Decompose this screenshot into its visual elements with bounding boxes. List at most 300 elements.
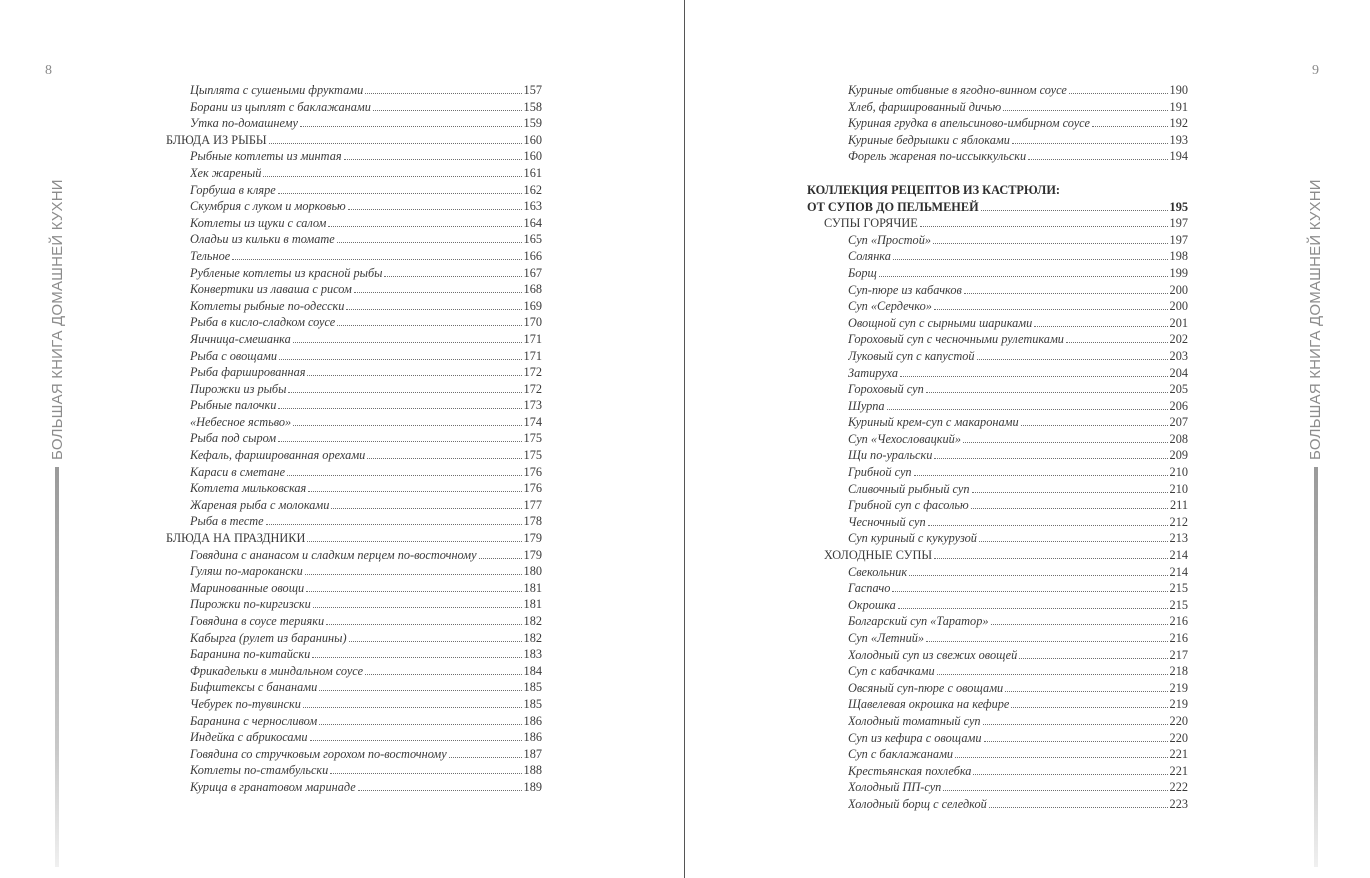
toc-entry-page: 172 <box>523 365 542 380</box>
toc-entry <box>807 779 1188 796</box>
toc-entry <box>807 132 1188 149</box>
toc-entry <box>166 464 542 481</box>
right-page <box>685 0 1370 878</box>
toc-entry-title: Суп «Простой» <box>848 232 931 247</box>
toc-entry-title: Рыбные палочки <box>190 398 277 413</box>
toc-entry-page: 207 <box>1169 415 1188 430</box>
toc-entry-page: 186 <box>523 730 542 745</box>
dot-leader <box>914 474 1168 476</box>
toc-entry <box>807 497 1188 514</box>
toc-entry <box>166 746 542 763</box>
toc-entry-page: 212 <box>1169 514 1188 529</box>
toc-entry <box>166 148 542 165</box>
toc-entry <box>166 82 542 99</box>
toc-entry-title: Рыба в тесте <box>190 514 264 529</box>
toc-entry-title: Говядина с ананасом и сладким перцем по-восточному <box>190 547 477 562</box>
toc-entry-page: 204 <box>1169 365 1188 380</box>
toc-entry <box>166 115 542 132</box>
toc-entry <box>166 729 542 746</box>
toc-entry <box>807 348 1188 365</box>
dot-leader <box>319 689 521 691</box>
toc-entry-title: Кабырга (рулет из баранины) <box>190 630 347 645</box>
toc-entry-page: 200 <box>1169 282 1188 297</box>
toc-entry <box>807 530 1188 547</box>
dot-leader <box>900 375 1168 377</box>
toc-entry-page: 184 <box>523 663 542 678</box>
dot-leader <box>305 573 522 575</box>
toc-entry-page: 163 <box>523 199 542 214</box>
toc-entry-title: Цыплята с сушеными фруктами <box>190 83 364 97</box>
toc-entry-title: БЛЮДА НА ПРАЗДНИКИ <box>166 531 306 546</box>
toc-entry-page: 179 <box>523 531 542 546</box>
toc-entry-title: Окрошка <box>848 597 896 612</box>
dot-leader <box>1021 424 1168 426</box>
toc-entry <box>807 365 1188 382</box>
toc-entry <box>166 547 542 564</box>
toc-entry-title: Суп «Летний» <box>848 631 925 645</box>
page-number: 8 <box>45 63 52 78</box>
toc-entry-page: 160 <box>523 149 542 164</box>
toc-entry <box>807 464 1188 481</box>
toc-entry-title: Фрикадельки в миндальном соусе <box>190 663 364 678</box>
dot-leader <box>937 673 1168 675</box>
toc-entry-title: Говядина со стручковым горохом по-восточному <box>190 746 447 761</box>
toc-entry-page: 170 <box>523 315 542 330</box>
dot-leader <box>348 208 522 210</box>
dot-leader <box>293 341 522 343</box>
dot-leader <box>312 656 521 658</box>
toc-entry-title: «Небесное ястьво» <box>190 414 292 429</box>
dot-leader <box>337 324 521 326</box>
dot-leader <box>331 507 521 509</box>
toc-entry-page: 197 <box>1169 216 1188 231</box>
table-of-contents <box>166 82 542 796</box>
dot-leader <box>300 125 522 127</box>
dot-leader <box>306 590 521 592</box>
dot-leader <box>278 440 521 442</box>
toc-entry-title: Баранина с черносливом <box>190 713 318 728</box>
toc-entry-title: Солянка <box>848 249 891 264</box>
toc-entry-title: Куриная грудка в апельсиново-имбирном соусе <box>848 116 1090 131</box>
toc-entry-title: Гуляш по-марокански <box>190 564 303 579</box>
dot-leader <box>307 374 521 376</box>
toc-entry-title: Щи по-уральски <box>848 448 933 463</box>
toc-entry-page: 215 <box>1169 597 1188 612</box>
toc-entry-page: 182 <box>523 630 542 645</box>
toc-entry-title: Караси в сметане <box>190 464 286 479</box>
toc-entry <box>166 779 542 796</box>
dot-leader <box>928 524 1168 526</box>
toc-entry-title: Тельное <box>190 248 231 263</box>
toc-entry-page: 208 <box>1169 431 1188 446</box>
dot-leader <box>346 308 521 310</box>
toc-entry-page: 199 <box>1169 265 1188 280</box>
toc-entry-page: 188 <box>523 763 542 778</box>
dot-leader <box>1028 158 1167 160</box>
dot-leader <box>893 258 1168 260</box>
toc-entry-page: 177 <box>523 497 542 512</box>
toc-entry <box>807 481 1188 498</box>
toc-entry-title: Затируха <box>848 365 898 380</box>
toc-entry <box>807 381 1188 398</box>
toc-entry-page: 181 <box>523 580 542 595</box>
toc-entry-page: 220 <box>1169 730 1188 745</box>
toc-entry <box>166 198 542 215</box>
toc-entry <box>807 647 1188 664</box>
toc-entry-title: Луковый суп с капустой <box>848 348 975 363</box>
toc-entry-title: СУПЫ ГОРЯЧИЕ <box>824 216 918 231</box>
table-of-contents <box>807 82 1188 813</box>
toc-entry-title: Рыба фаршированная <box>190 365 306 380</box>
toc-entry-title: Хек жареный <box>190 165 262 180</box>
toc-entry <box>166 414 542 431</box>
dot-leader <box>449 756 522 758</box>
toc-entry <box>166 314 542 331</box>
toc-entry <box>166 447 542 464</box>
toc-entry <box>807 447 1188 464</box>
toc-entry-title: Чесночный суп <box>848 514 926 529</box>
toc-entry-title: Суп-пюре из кабачков <box>848 282 962 297</box>
toc-entry-title: Суп с кабачками <box>848 664 935 679</box>
toc-section <box>166 132 542 149</box>
toc-entry <box>166 596 542 613</box>
toc-entry-title: Крестьянская похлебка <box>848 763 972 778</box>
toc-entry-page: 168 <box>523 282 542 297</box>
toc-entry-page: 179 <box>523 547 542 562</box>
toc-entry-title: Холодный суп из свежих овощей <box>848 647 1018 662</box>
toc-entry-title: Рыба в кисло-сладком соусе <box>190 315 336 330</box>
toc-entry-title: Суп «Сердечко» <box>848 299 932 314</box>
toc-entry-title: Щавелевая окрошка на кефире <box>848 697 1010 712</box>
toc-entry-title: Овощной суп с сырными шариками <box>848 315 1033 330</box>
toc-entry-title: Куриные отбивные в ягодно-винном соусе <box>848 83 1067 97</box>
side-decor-bar <box>1314 467 1318 867</box>
dot-leader <box>365 673 522 675</box>
toc-entry <box>166 99 542 116</box>
toc-entry-page: 221 <box>1169 747 1188 762</box>
toc-entry <box>166 215 542 232</box>
dot-leader <box>972 491 1168 493</box>
toc-entry-title: Гаспачо <box>848 581 891 596</box>
dot-leader <box>934 308 1168 310</box>
toc-entry-title: Котлета мильковская <box>190 481 307 496</box>
toc-entry <box>166 265 542 282</box>
toc-entry-title: Суп куриный с кукурузой <box>848 531 977 546</box>
toc-entry <box>807 663 1188 680</box>
toc-entry-page: 216 <box>1169 631 1188 645</box>
toc-entry-page: 201 <box>1169 315 1188 330</box>
toc-section <box>807 215 1188 232</box>
toc-entry-page: 216 <box>1169 614 1188 629</box>
toc-entry-page: 185 <box>523 680 542 695</box>
toc-entry <box>166 480 542 497</box>
toc-entry <box>807 613 1188 630</box>
dot-leader <box>367 457 521 459</box>
toc-entry-title: Свекольник <box>848 564 908 579</box>
toc-entry <box>807 713 1188 730</box>
toc-entry <box>807 680 1188 697</box>
dot-leader <box>963 441 1168 443</box>
toc-entry-page: 194 <box>1169 149 1188 164</box>
toc-entry-title: Рыба под сыром <box>190 431 277 446</box>
toc-entry-page: 189 <box>523 779 542 794</box>
toc-entry-page: 183 <box>523 647 542 662</box>
toc-entry-title: Скумбрия с луком и морковью <box>190 199 346 214</box>
toc-entry-title: Котлеты рыбные по-одесски <box>190 298 345 313</box>
toc-entry-title: Баранина по-китайски <box>190 647 311 662</box>
toc-entry-title: Суп «Чехословацкий» <box>848 431 961 446</box>
dot-leader <box>1019 657 1167 659</box>
toc-entry-page: 174 <box>523 414 542 429</box>
toc-entry-page: 220 <box>1169 713 1188 728</box>
toc-entry <box>807 431 1188 448</box>
toc-entry <box>807 115 1188 132</box>
toc-entry-title: Овсяный суп-пюре с овощами <box>848 680 1004 695</box>
toc-entry <box>166 364 542 381</box>
toc-entry <box>166 679 542 696</box>
toc-entry <box>166 630 542 647</box>
toc-entry-page: 187 <box>523 746 542 761</box>
toc-entry <box>166 281 542 298</box>
dot-leader <box>479 557 522 559</box>
toc-entry <box>807 331 1188 348</box>
toc-entry-page: 185 <box>523 696 542 711</box>
toc-entry <box>166 696 542 713</box>
toc-entry <box>166 430 542 447</box>
toc-entry-title: Суп с баклажанами <box>848 747 954 762</box>
toc-entry-title: Жареная рыба с молоками <box>190 497 330 512</box>
dot-leader <box>964 292 1168 294</box>
toc-entry-page: 203 <box>1169 348 1188 363</box>
dot-leader <box>354 291 522 293</box>
toc-entry-title: Курица в гранатовом маринаде <box>190 779 356 794</box>
toc-entry <box>166 713 542 730</box>
dot-leader <box>358 789 522 791</box>
toc-entry <box>166 497 542 514</box>
dot-leader <box>989 806 1168 808</box>
toc-entry-page: 214 <box>1169 564 1188 579</box>
toc-entry <box>166 646 542 663</box>
dot-leader <box>984 740 1168 742</box>
toc-entry-page: 167 <box>523 265 542 280</box>
toc-entry <box>807 796 1188 813</box>
toc-entry <box>807 248 1188 265</box>
toc-entry-page: 172 <box>523 381 542 396</box>
toc-section <box>166 530 542 547</box>
dot-leader <box>365 92 521 94</box>
dot-leader <box>1003 109 1167 111</box>
toc-entry-page: 191 <box>1169 99 1188 114</box>
toc-entry-title: Болгарский суп «Таратор» <box>848 614 989 629</box>
dot-leader <box>308 490 521 492</box>
dot-leader <box>326 623 521 625</box>
toc-entry-page: 213 <box>1169 531 1188 546</box>
toc-chapter <box>807 182 1188 199</box>
toc-entry-title: Куриный крем-суп с макаронами <box>848 415 1019 430</box>
toc-entry-page: 186 <box>523 713 542 728</box>
dot-leader <box>943 789 1167 791</box>
dot-leader <box>892 590 1167 592</box>
toc-entry <box>166 331 542 348</box>
toc-entry <box>807 630 1188 647</box>
dot-leader <box>955 756 1167 758</box>
dot-leader <box>232 258 521 260</box>
dot-leader <box>1005 690 1167 692</box>
dot-leader <box>344 158 522 160</box>
dot-leader <box>319 723 521 725</box>
toc-entry-page: 209 <box>1169 448 1188 463</box>
dot-leader <box>310 739 522 741</box>
dot-leader <box>349 640 522 642</box>
toc-entry-page: 175 <box>523 448 542 463</box>
running-title: БОЛЬШАЯ КНИГА ДОМАШНЕЙ КУХНИ <box>1307 179 1324 460</box>
toc-entry-page: 219 <box>1169 680 1188 695</box>
toc-entry-page: 221 <box>1169 763 1188 778</box>
toc-entry-page: 200 <box>1169 299 1188 314</box>
toc-entry-page: 181 <box>523 597 542 612</box>
toc-entry-title: Холодный томатный суп <box>848 713 981 728</box>
toc-entry-title: Борщ <box>848 265 877 280</box>
toc-entry-page: 176 <box>523 481 542 496</box>
toc-entry-title: Холодный борщ с селедкой <box>848 796 987 811</box>
toc-entry-title: БЛЮДА ИЗ РЫБЫ <box>166 132 267 147</box>
toc-entry <box>166 182 542 199</box>
dot-leader <box>1012 142 1168 144</box>
dot-leader <box>287 474 522 476</box>
dot-leader <box>934 557 1167 559</box>
dot-leader <box>887 408 1168 410</box>
dot-leader <box>926 391 1168 393</box>
dot-leader <box>293 424 521 426</box>
toc-entry-title: Утка по-домашнему <box>190 116 298 131</box>
dot-leader <box>926 640 1167 642</box>
toc-entry <box>166 563 542 580</box>
dot-leader <box>991 623 1168 625</box>
toc-entry-page: 157 <box>523 83 542 97</box>
toc-entry-title: Говядина в соусе терияки <box>190 614 325 628</box>
dot-leader <box>1011 706 1167 708</box>
toc-entry <box>807 315 1188 332</box>
toc-entry-page: 173 <box>523 398 542 413</box>
toc-entry-title: Рыба с овощами <box>190 348 277 363</box>
toc-entry-title: Сливочный рыбный суп <box>848 481 970 496</box>
toc-entry <box>807 414 1188 431</box>
toc-entry-page: 210 <box>1169 481 1188 496</box>
toc-entry-title: Гороховый суп с чесночными рулетиками <box>848 332 1064 347</box>
toc-entry-title: Конвертики из лаваша с рисом <box>190 282 352 297</box>
toc-entry <box>807 730 1188 747</box>
toc-entry-page: 198 <box>1169 249 1188 264</box>
toc-entry-page: 178 <box>523 514 542 529</box>
toc-entry-page: 218 <box>1169 664 1188 679</box>
toc-entry-page: 175 <box>523 431 542 446</box>
dot-leader <box>1066 341 1168 343</box>
running-title: БОЛЬШАЯ КНИГА ДОМАШНЕЙ КУХНИ <box>49 179 66 460</box>
toc-entry-title: Яичница-смешанка <box>190 331 291 346</box>
toc-chapter <box>807 199 1188 216</box>
toc-entry <box>166 231 542 248</box>
toc-entry-page: 219 <box>1169 697 1188 712</box>
dot-leader <box>278 192 522 194</box>
toc-entry-title: Рубленые котлеты из красной рыбы <box>190 265 383 280</box>
toc-entry <box>166 165 542 182</box>
toc-entry-title: Гороховый суп <box>848 382 924 397</box>
dot-leader <box>263 175 521 177</box>
toc-entry <box>166 513 542 530</box>
toc-entry-page: 166 <box>523 248 542 263</box>
toc-entry-page: 223 <box>1169 796 1188 811</box>
dot-leader <box>337 241 522 243</box>
toc-entry <box>807 580 1188 597</box>
toc-entry <box>166 248 542 265</box>
page-number: 9 <box>1312 63 1319 78</box>
toc-section <box>807 547 1188 564</box>
toc-entry <box>807 564 1188 581</box>
toc-entry-page: 159 <box>523 116 542 131</box>
toc-entry <box>166 298 542 315</box>
toc-entry-title: КОЛЛЕКЦИЯ РЕЦЕПТОВ ИЗ КАСТРЮЛИ: <box>807 182 1060 197</box>
dot-leader <box>909 574 1167 576</box>
toc-entry-title: ОТ СУПОВ ДО ПЕЛЬМЕНЕЙ <box>807 199 979 214</box>
toc-entry-title: Форель жареная по-иссыккульски <box>848 149 1027 164</box>
dot-leader <box>288 391 521 393</box>
toc-entry-page: 171 <box>523 348 542 363</box>
toc-entry-page: 171 <box>523 331 542 346</box>
toc-entry-title: Борани из цыплят с баклажанами <box>190 99 371 114</box>
toc-entry-page: 205 <box>1169 382 1188 397</box>
toc-entry-page: 165 <box>523 232 542 247</box>
toc-entry-title: Маринованные овощи <box>190 580 305 595</box>
toc-entry-title: Кефаль, фаршированная орехами <box>190 448 366 463</box>
dot-leader <box>879 275 1168 277</box>
toc-entry-page: 164 <box>523 215 542 230</box>
toc-entry-page: 211 <box>1170 498 1188 513</box>
toc-entry <box>807 746 1188 763</box>
toc-entry-title: ХОЛОДНЫЕ СУПЫ <box>824 548 933 563</box>
dot-leader <box>920 225 1168 227</box>
toc-entry-title: Грибной суп с фасолью <box>848 498 969 513</box>
left-page <box>0 0 684 878</box>
toc-entry <box>807 265 1188 282</box>
dot-leader <box>303 706 522 708</box>
toc-entry-page: 190 <box>1169 83 1188 97</box>
toc-entry <box>807 298 1188 315</box>
toc-entry-title: Горбуша в кляре <box>190 182 276 197</box>
dot-leader <box>934 457 1167 459</box>
toc-entry-title: Грибной суп <box>848 465 912 480</box>
toc-entry <box>166 381 542 398</box>
dot-leader <box>1069 92 1168 94</box>
toc-entry-page: 158 <box>523 99 542 114</box>
toc-entry-title: Котлеты из щуки с салом <box>190 215 327 230</box>
toc-entry <box>807 232 1188 249</box>
toc-entry <box>807 514 1188 531</box>
toc-entry-page: 222 <box>1169 780 1188 795</box>
dot-leader <box>971 507 1168 509</box>
dot-leader <box>1092 125 1168 127</box>
dot-leader <box>933 242 1168 244</box>
dot-leader <box>973 773 1167 775</box>
toc-entry-title: Холодный ПП-суп <box>848 780 942 795</box>
toc-entry <box>166 348 542 365</box>
toc-entry <box>166 613 542 630</box>
side-decor-bar <box>55 467 59 867</box>
toc-entry-page: 192 <box>1169 116 1188 131</box>
dot-leader <box>983 723 1168 725</box>
toc-entry <box>807 696 1188 713</box>
dot-leader <box>330 772 521 774</box>
dot-leader <box>898 607 1168 609</box>
